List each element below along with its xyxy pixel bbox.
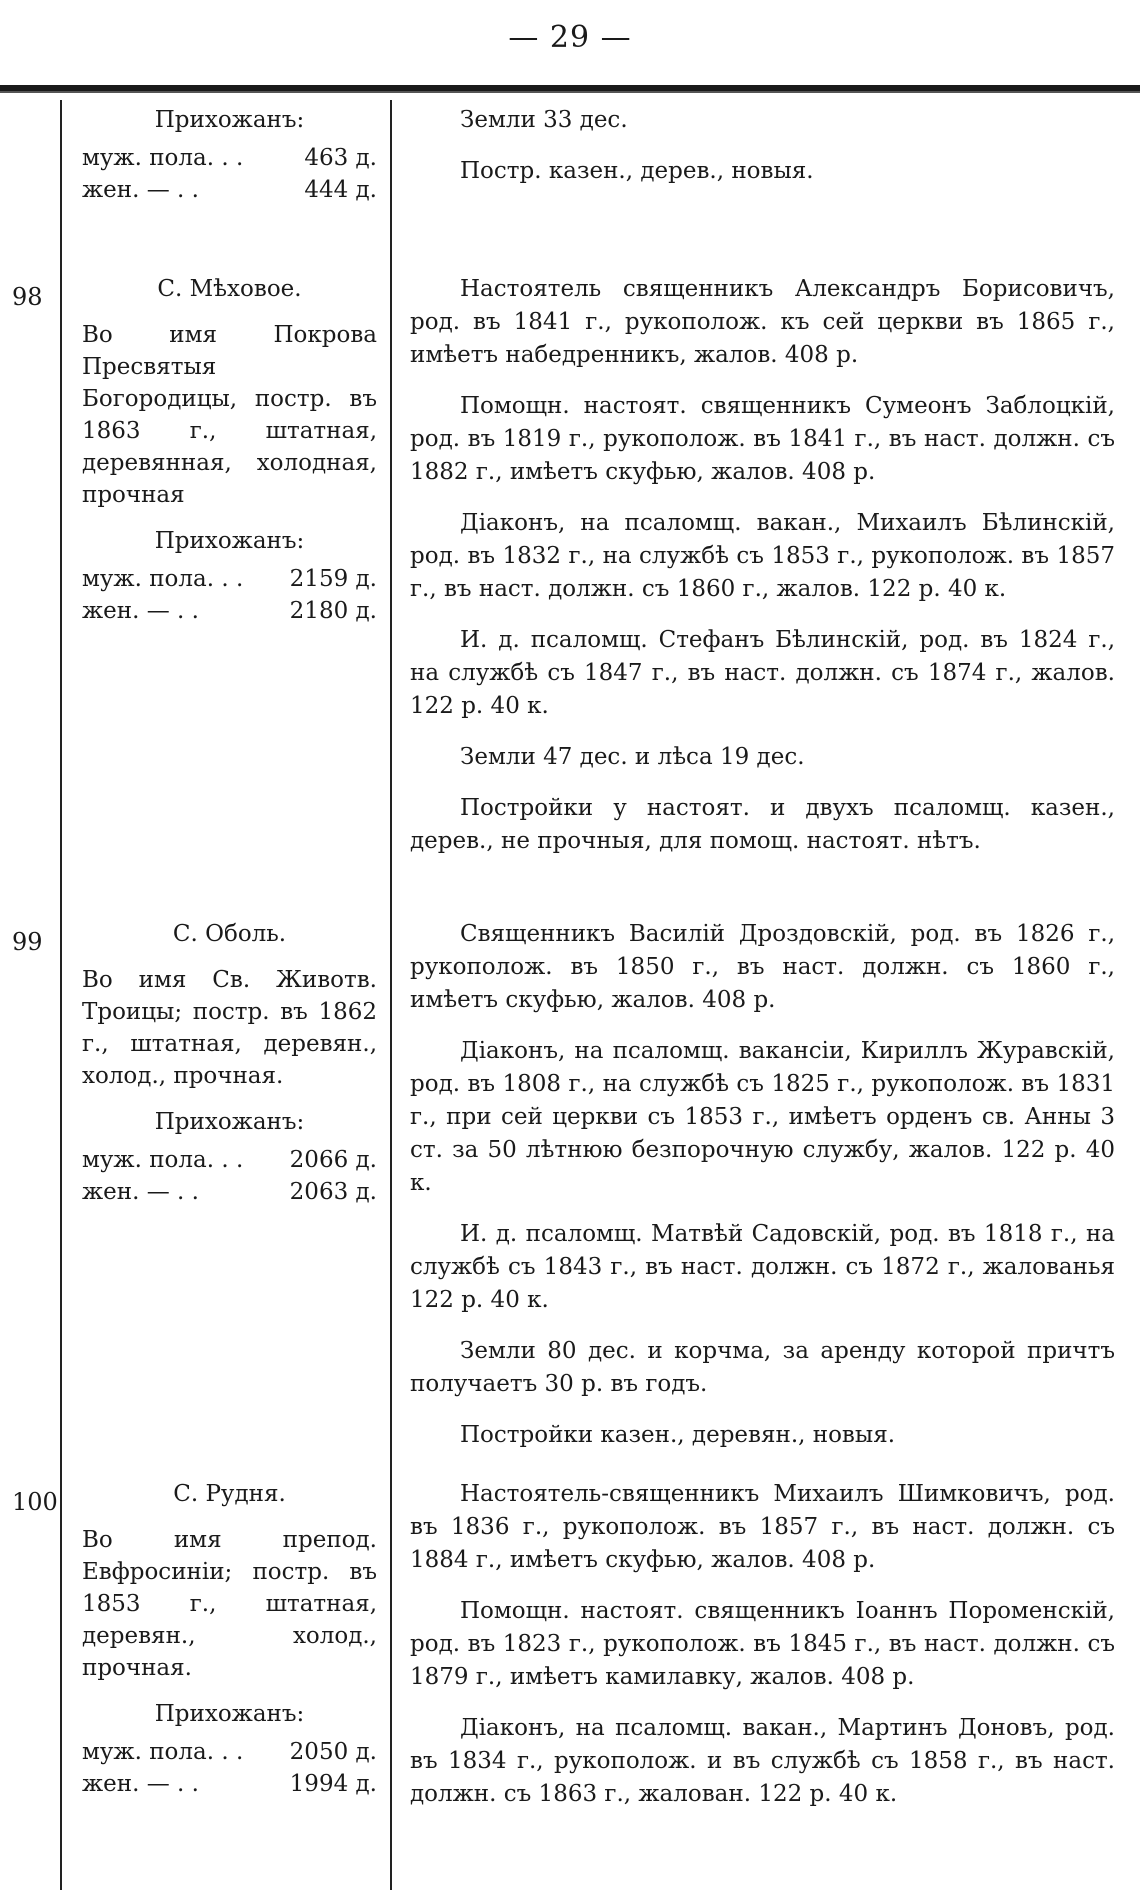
parish-info [82,1478,377,1800]
female-row [82,1768,377,1800]
page-number: — 29 — [508,20,632,55]
village-name: С. Мѣховое. [157,276,302,302]
parish-info [82,273,377,627]
male-row [82,1736,377,1768]
paragraph: Священникъ Василій Дроздовскій, род. въ 1826 г., рукополож. въ 1850 г., въ наст. должн. съ 1860 г., имѣетъ скуфью, жалов. 408 р. [410,921,1115,1013]
paragraph: Помощн. настоят. священникъ Іоаннъ Пороменскій, род. въ 1823 г., рукополож. въ 1845 г., въ наст. должн. съ 1879 г., имѣетъ камилавку, жалов. 408 р. [410,1598,1115,1690]
female-label: жен. — . . [82,1771,199,1797]
parishioners-title: Прихожанъ: [154,528,305,554]
parishioners-title: Прихожанъ: [154,107,305,133]
paragraph: И. д. псаломщ. Матвѣй Садовскій, род. въ 1818 г., на службѣ съ 1843 г., въ наст. должн. съ 1872 г., жалованья 122 р. 40 к. [410,1221,1115,1313]
paragraph: Діаконъ, на псаломщ. вакан., Михаилъ Бѣлинскій, род. въ 1832 г., на службѣ съ 1853 г., рукополож. въ 1857 г., въ наст. должн. съ 1860 г., жалов. 122 р. 40 к. [410,510,1115,602]
clergy-text [410,918,1115,1470]
entry-number: 99 [12,928,43,956]
top-parish-stats [82,104,377,206]
female-row [82,1176,377,1208]
female-count: 1994 д. [289,1771,377,1797]
village-name: С. Оболь. [172,921,287,947]
church-description: Во имя препод. Евфросиніи; постр. въ 1853 г., штатная, деревян., холод., прочная. [82,1527,377,1681]
paragraph: Земли 47 дес. и лѣса 19 дес. [460,744,805,770]
male-label: муж. пола. . . [82,145,244,171]
male-count: 2159 д. [289,566,377,592]
header-rule [0,85,1140,93]
parish-info [82,918,377,1208]
clergy-text [410,1478,1115,1829]
entry-number: 100 [12,1488,58,1516]
village-name: С. Рудня. [173,1481,286,1507]
female-count: 2063 д. [289,1179,377,1205]
male-row [82,1144,377,1176]
male-label: муж. пола. . . [82,566,244,592]
male-row [82,142,377,174]
church-description: Во имя Св. Животв. Троицы; постр. въ 1862 г., штатная, деревян., холод., прочная. [82,967,377,1089]
paragraph: Діаконъ, на псаломщ. вакан., Мартинъ Доновъ, род. въ 1834 г., рукополож. и въ службѣ съ 1858 г., въ наст. должн. съ 1863 г., жалован. 122 р. 40 к. [410,1715,1115,1807]
female-label: жен. — . . [82,177,199,203]
left-margin-rule [60,100,62,1890]
entry-number: 98 [12,283,43,311]
paragraph: Помощн. настоят. священникъ Сумеонъ Заблоцкій, род. въ 1819 г., рукополож. въ 1841 г., въ наст. должн. съ 1882 г., имѣетъ скуфью, жалов. 408 р. [410,393,1115,485]
female-row [82,595,377,627]
column-divider [390,100,392,1890]
male-label: муж. пола. . . [82,1147,244,1173]
paragraph: Постройки у настоят. и двухъ псаломщ. казен., дерев., не прочныя, для помощ. настоят. нѣтъ. [410,795,1115,854]
female-count: 444 д. [304,177,377,203]
paragraph: Постройки казен., деревян., новыя. [460,1422,896,1448]
female-count: 2180 д. [289,598,377,624]
female-label: жен. — . . [82,1179,199,1205]
paragraph: Настоятель священникъ Александръ Борисовичъ, род. въ 1841 г., рукополож. къ сей церкви въ 1865 г., имѣетъ набедренникъ, жалов. 408 р. [410,276,1115,368]
male-row [82,563,377,595]
clergy-text [410,273,1115,876]
paragraph: Земли 80 дес. и корчма, за аренду которой причтъ получаетъ 30 р. въ годъ. [410,1338,1115,1397]
male-count: 2050 д. [289,1739,377,1765]
church-description: Во имя Покрова Пресвятыя Богородицы, постр. въ 1863 г., штатная, деревянная, холодная, прочная [82,322,377,508]
male-label: муж. пола. . . [82,1739,244,1765]
paragraph: Діаконъ, на псаломщ. вакансіи, Кириллъ Журавскій, род. въ 1808 г., на службѣ съ 1825 г., рукополож. въ 1831 г., при сей церкви съ 1853 г., имѣетъ орденъ св. Анны 3 ст. за 50 лѣтнюю безпорочную службу, жалов. 122 р. 40 к. [410,1038,1115,1196]
female-row [82,174,377,206]
paragraph: И. д. псаломщ. Стефанъ Бѣлинскій, род. въ 1824 г., на службѣ съ 1847 г., въ наст. должн. съ 1874 г., жалов. 122 р. 40 к. [410,627,1115,719]
paragraph: Земли 33 дес. [460,107,628,133]
male-count: 463 д. [304,145,377,171]
top-right-text [410,104,1115,206]
parishioners-title: Прихожанъ: [154,1701,305,1727]
parishioners-title: Прихожанъ: [154,1109,305,1135]
paragraph: Постр. казен., дерев., новыя. [460,158,814,184]
male-count: 2066 д. [289,1147,377,1173]
female-label: жен. — . . [82,598,199,624]
paragraph: Настоятель-священникъ Михаилъ Шимковичъ, род. въ 1836 г., рукополож. въ 1857 г., въ наст. должн. съ 1884 г., имѣетъ скуфью, жалов. 408 р. [410,1481,1115,1573]
